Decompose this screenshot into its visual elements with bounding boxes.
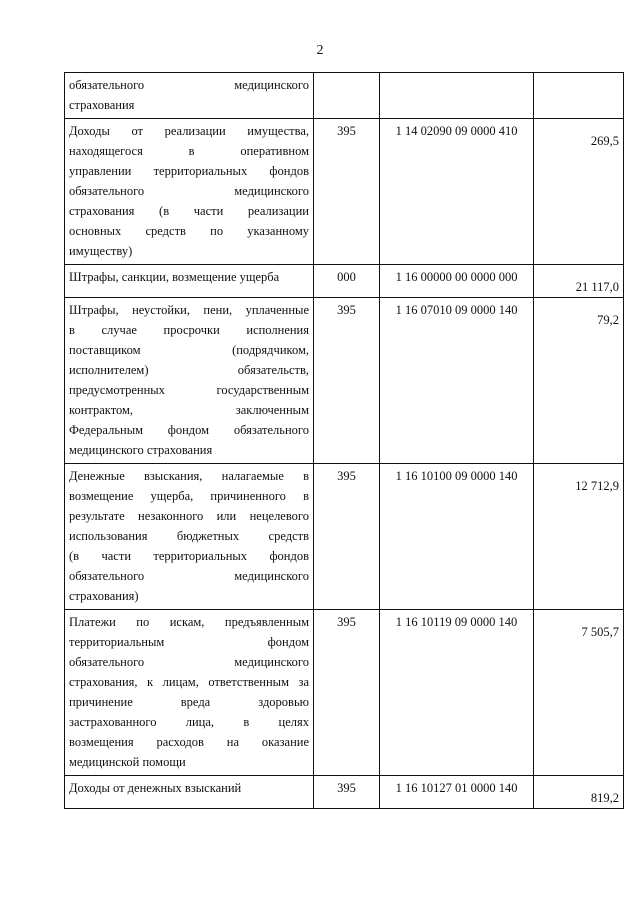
revenue-name-line: (в части территориальных фондов [69, 549, 309, 563]
revenue-name-line: Доходы от реализации имущества, [69, 124, 309, 138]
amount-cell: 21 117,0 [534, 265, 624, 298]
budget-code-cell: 1 16 10119 09 0000 140 [380, 610, 534, 776]
revenue-name-line: причинение вреда здоровью [69, 695, 309, 709]
amount-cell: 819,2 [534, 776, 624, 809]
budget-code-cell: 1 14 02090 09 0000 410 [380, 119, 534, 265]
table-row [65, 73, 624, 119]
table-row [65, 464, 624, 610]
revenue-name-cell [65, 610, 314, 776]
revenue-name-line: поставщиком (подрядчиком, [69, 343, 309, 357]
revenue-name-cell [65, 265, 314, 298]
revenue-name-line: Штрафы, неустойки, пени, уплаченные [69, 303, 309, 317]
budget-code-cell: 1 16 10100 09 0000 140 [380, 464, 534, 610]
revenue-name-line: исполнителем) обязательств, [69, 363, 309, 377]
revenue-name-line: управлении территориальных фондов [69, 164, 309, 178]
revenue-name-cell [65, 119, 314, 265]
budget-code-cell: 1 16 10127 01 0000 140 [380, 776, 534, 809]
revenue-name-line: Денежные взыскания, налагаемые в [69, 469, 309, 483]
table-row [65, 776, 624, 809]
revenue-name-line: находящегося в оперативном [69, 144, 309, 158]
revenue-name-cell [65, 73, 314, 119]
amount-cell: 79,2 [534, 298, 624, 464]
revenue-name-line: территориальным фондом [69, 635, 309, 649]
revenue-name-line: в случае просрочки исполнения [69, 323, 309, 337]
admin-code-cell: 000 [314, 265, 380, 298]
revenue-name-line: предусмотренных государственным [69, 383, 309, 397]
budget-code-cell [380, 73, 534, 119]
admin-code-cell: 395 [314, 298, 380, 464]
revenue-name-line: обязательного медицинского [69, 184, 309, 198]
table-row [65, 610, 624, 776]
table-body [65, 73, 624, 809]
revenue-name-line: имуществу) [69, 244, 133, 258]
revenue-name-cell [65, 464, 314, 610]
revenue-name-line: результате незаконного или нецелевого [69, 509, 309, 523]
table-row [65, 298, 624, 464]
revenue-name-line: возмещения расходов на оказание [69, 735, 309, 749]
revenue-name-line: медицинского страхования [69, 443, 213, 457]
revenue-name-line: страхования) [69, 589, 139, 603]
admin-code-cell [314, 73, 380, 119]
revenue-name-line: контрактом, заключенным [69, 403, 309, 417]
admin-code-cell: 395 [314, 119, 380, 265]
table-row [65, 119, 624, 265]
page-number: 2 [316, 43, 324, 58]
revenue-name-cell [65, 776, 314, 809]
revenue-name-line: обязательного медицинского [69, 78, 309, 92]
revenue-name-line: Федеральным фондом обязательного [69, 423, 309, 437]
revenue-name-line: возмещение ущерба, причиненного в [69, 489, 309, 503]
amount-cell: 12 712,9 [534, 464, 624, 610]
revenue-name-line: Штрафы, санкции, возмещение ущерба [69, 270, 280, 284]
revenue-name-line: застрахованного лица, в целях [69, 715, 309, 729]
revenue-name-line: использования бюджетных средств [69, 529, 309, 543]
revenue-name-line: обязательного медицинского [69, 569, 309, 583]
amount-cell [534, 73, 624, 119]
revenue-name-line: страхования, к лицам, ответственным за [69, 675, 309, 689]
table-row [65, 265, 624, 298]
admin-code-cell: 395 [314, 776, 380, 809]
revenue-name-line: обязательного медицинского [69, 655, 309, 669]
revenue-name-line: Доходы от денежных взысканий [69, 781, 242, 795]
budget-code-cell: 1 16 00000 00 0000 000 [380, 265, 534, 298]
revenue-table [64, 72, 624, 809]
amount-cell: 7 505,7 [534, 610, 624, 776]
revenue-name-cell [65, 298, 314, 464]
budget-code-cell: 1 16 07010 09 0000 140 [380, 298, 534, 464]
revenue-name-line: страхования (в части реализации [69, 204, 309, 218]
revenue-name-line: страхования [69, 98, 135, 112]
revenue-name-line: основных средств по указанному [69, 224, 309, 238]
revenue-name-line: медицинской помощи [69, 755, 186, 769]
amount-cell: 269,5 [534, 119, 624, 265]
admin-code-cell: 395 [314, 464, 380, 610]
revenue-name-line: Платежи по искам, предъявленным [69, 615, 309, 629]
admin-code-cell: 395 [314, 610, 380, 776]
